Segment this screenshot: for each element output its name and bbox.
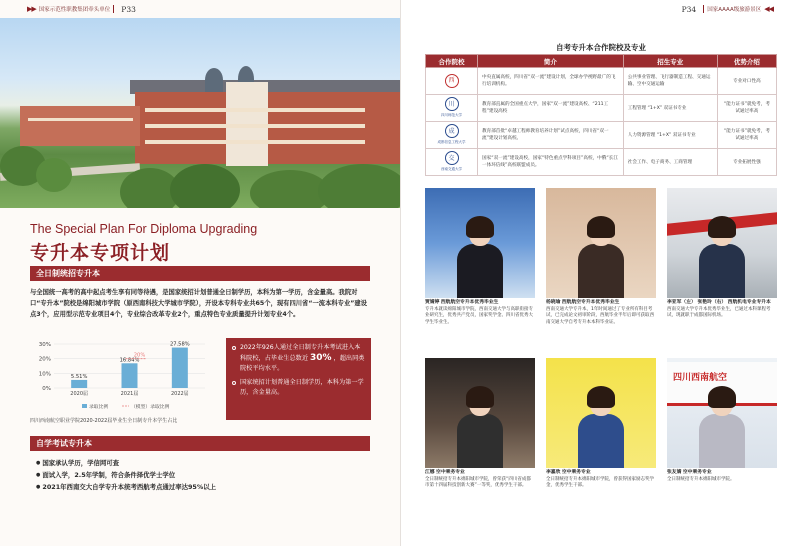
- student-photo: [667, 188, 777, 298]
- student-caption: [667, 300, 777, 320]
- bullet-icon: [232, 381, 236, 385]
- arrow-icon: ◀◀: [764, 5, 773, 13]
- student-desc: 西南交通大学专升本，1年时间通过了专业所有科目考试，已完成论文初审阶段，西航毕业半年后即可获取西南交通大学自考专升本本科毕业证。: [546, 306, 654, 325]
- stat-item: [232, 343, 365, 374]
- university-logo-icon: 川: [445, 97, 459, 111]
- university-logo: [426, 68, 478, 95]
- student-photo: [667, 358, 777, 468]
- bullet-item: ● 国家承认学历，学信网可查: [36, 458, 216, 470]
- university-logo: [426, 122, 478, 149]
- x-tick-label: 2021届: [120, 391, 139, 397]
- title-english: The Special Plan For Diploma Upgrading: [30, 222, 258, 236]
- student-name: 李嘉欣: [546, 470, 561, 475]
- y-tick-label: 0%: [42, 386, 51, 392]
- student-role: 空中乘务专业: [561, 470, 591, 475]
- x-tick-label: 2020届: [70, 391, 89, 397]
- student-role: 空中乘务专业: [682, 470, 712, 475]
- table-row: [426, 68, 777, 95]
- student-figure: [578, 220, 624, 298]
- student-desc: 西南交通大学专升本优秀毕业生，已通过本科课程考试，现就职于成都国际机场。: [667, 306, 771, 318]
- table-cell-intro: 中央直属高校，四川省“双一流”建设计划，全球办学视野最广的飞行培训机构。: [478, 68, 624, 95]
- student-desc: 全日制统招专升本绵阳城市学院，曾获得国家励志奖学金，优秀学生干部。: [546, 476, 654, 488]
- table-cell-advantage: 专业对口性高: [717, 68, 776, 95]
- student-caption: [546, 470, 656, 490]
- bullet-icon: [232, 346, 236, 350]
- student-name: 贾婧婷: [425, 300, 440, 305]
- table-cell-intro: 教育部直属的全国重点大学，国家“双一流”建设高校、“211工程”建设高校: [478, 95, 624, 122]
- x-tick-label: 2022届: [170, 391, 189, 397]
- y-tick-label: 20%: [38, 356, 51, 363]
- university-logo-icon: 西: [445, 74, 459, 88]
- student-caption: [425, 300, 535, 326]
- stats-box: [226, 338, 371, 420]
- stat-item: [232, 378, 365, 398]
- student-desc: 全日制统招专升本绵阳城市学院，曾荣获“四川省成都市第十四届科技创新大赛”一等奖，优秀学生干部。: [425, 476, 531, 488]
- student-figure: [699, 220, 745, 298]
- bar: [71, 380, 87, 388]
- student-caption: [546, 300, 656, 326]
- intro-paragraph: 与全国统一高考的高中起点考生享有同等待遇，是国家统招计划普通全日制学历，本科为第一学历，含金量高。我院对口“专升本”院校是绵阳城市学院（原西南科技大学城市学院），开设本专科专业共65个，现有四川省“一流本科专业”建设点3个，应用型示范专业项目4个，专业综合改革专业2个，重点特色专业质量提升计划专业4个。: [30, 289, 368, 318]
- section-heading-fulltime: 全日制统招专升本: [30, 266, 370, 281]
- left-header: [0, 0, 400, 18]
- student-caption: [425, 470, 535, 490]
- legend-label: （模型）录取比例: [131, 405, 170, 410]
- right-page: [400, 0, 800, 546]
- student-name: 江娜: [425, 470, 435, 475]
- reference-value-label: 20%: [133, 352, 146, 359]
- university-logo-icon: 成: [445, 124, 459, 138]
- bar-value-label: 5.51%: [70, 373, 88, 380]
- student-photo: [546, 188, 656, 298]
- table-row: [426, 95, 777, 122]
- y-tick-label: 30%: [38, 342, 51, 348]
- chart-caption: 四川西南航空职业学院2020-2022届毕业生全日制专升本学生占比: [30, 418, 178, 424]
- university-logo-text: 西南交通大学: [441, 167, 462, 171]
- student-photo: [425, 358, 535, 468]
- university-logo-text: 四川师范大学: [441, 113, 462, 117]
- table-cell-intro: 国家“双一流”建设高校，国家“特色重点学科项目”高校，中俄“长江一体环信线”高校联盟成员。: [478, 149, 624, 176]
- student-name: 杨晓瑜: [546, 300, 561, 305]
- table-cell-advantage: “能力证书”就免考，考试通过率高: [717, 122, 776, 149]
- selfstudy-bullets: [36, 458, 216, 494]
- student-role: 西航航空专升本优秀毕业生: [440, 300, 499, 305]
- legend-label: 录取比例: [89, 405, 109, 410]
- table-cell-majors: 公共事业管理、飞行器制造工程、交通运输、空中交通运输: [623, 68, 717, 95]
- title-chinese: 专升本专项计划: [30, 242, 171, 264]
- bar-value-label: 27.58%: [169, 341, 190, 348]
- table-row: [426, 149, 777, 176]
- table-row: [426, 122, 777, 149]
- page-number: P34: [681, 4, 697, 14]
- university-logo-icon: 交: [445, 151, 459, 165]
- ratio-chart: [30, 338, 210, 416]
- table-title: 自考专升本合作院校及专业: [556, 43, 646, 52]
- bar: [122, 363, 138, 388]
- student-figure: [457, 390, 503, 468]
- student-role: 西航机电专业专升本: [727, 300, 771, 305]
- stat-text: 国家统招计划普通全日制学历，本科为第一学历，含金量高。: [240, 379, 364, 396]
- student-figure: [457, 220, 503, 298]
- university-logo: [426, 95, 478, 122]
- student-photo: [546, 358, 656, 468]
- student-role: 西航航空专升本优秀毕业生: [561, 300, 620, 305]
- table-cell-advantage: 专业拓展性强: [717, 149, 776, 176]
- student-caption: [667, 470, 777, 483]
- student-figure: [699, 390, 745, 468]
- table-cell-majors: 工程管理 “1+X” 双证书专业: [623, 95, 717, 122]
- right-header: [400, 0, 800, 18]
- student-name: 李亚军（左） 张艳玲（右）: [667, 300, 727, 305]
- legend-swatch: [82, 404, 87, 408]
- col-header: 简介: [478, 55, 624, 68]
- student-name: 张友婧: [667, 470, 682, 475]
- table-header-row: [426, 55, 777, 68]
- plane-livery-text: 四川西南航空: [673, 373, 728, 383]
- bullet-item: ● 2021年西南交大自学专升本统考西航考点通过率达95%以上: [36, 482, 216, 494]
- table-cell-majors: 人力资源管理 “1+X” 双证书专业: [623, 122, 717, 149]
- col-header: 招生专业: [623, 55, 717, 68]
- student-desc: 全日制统招专升本绵阳城市学院。: [667, 476, 735, 482]
- student-role: 空中乘务专业: [436, 470, 465, 475]
- col-header: 合作院校: [426, 55, 478, 68]
- divider: [703, 5, 704, 13]
- table-cell-intro: 教育部首批“卓越工程师教育培养计划”试点高校，四川省“双一流”建设计划高校。: [478, 122, 624, 149]
- table-cell-majors: 社会工作、电子商务、工商管理: [623, 149, 717, 176]
- student-photo: [425, 188, 535, 298]
- y-tick-label: 10%: [38, 371, 51, 378]
- bullet-item: ● 面试入学，2.5年学制，符合条件择优学士学位: [36, 470, 216, 482]
- header-text: 国家AAAA级旅游景区: [707, 7, 762, 13]
- student-figure: [578, 390, 624, 468]
- bar: [172, 348, 188, 388]
- university-logo-text: 成都信息工程大学: [437, 140, 466, 144]
- student-desc: 专升本就读绵阳城市学院，西南交通大学与高职衔接专业研究生，优秀共产党员，国家奖学金、四川省优秀大学生毕业生。: [425, 306, 533, 325]
- section-heading-selfstudy: 自学考试专升本: [30, 436, 370, 451]
- table-cell-advantage: “能力证书”就免考，考试通过率高: [717, 95, 776, 122]
- bar-value-label: 16.84%: [119, 357, 140, 364]
- col-header: 优势介绍: [717, 55, 776, 68]
- arrow-icon: ▶▶: [27, 5, 36, 13]
- partner-table: [425, 54, 777, 176]
- stat-text-end: ，超出同类院校平均水平。: [240, 355, 365, 372]
- header-text: 国家示范性职教集团牵头单位: [38, 7, 111, 13]
- divider: [113, 5, 114, 13]
- page-number: P33: [121, 4, 136, 14]
- stat-text: 2022年926人通过全日制专升本考试进入本科院校，占毕业生总数近: [240, 344, 361, 362]
- stat-highlight: 30%: [310, 353, 332, 363]
- university-logo: [426, 149, 478, 176]
- chart-svg: [30, 338, 210, 416]
- campus-photo: [0, 18, 400, 208]
